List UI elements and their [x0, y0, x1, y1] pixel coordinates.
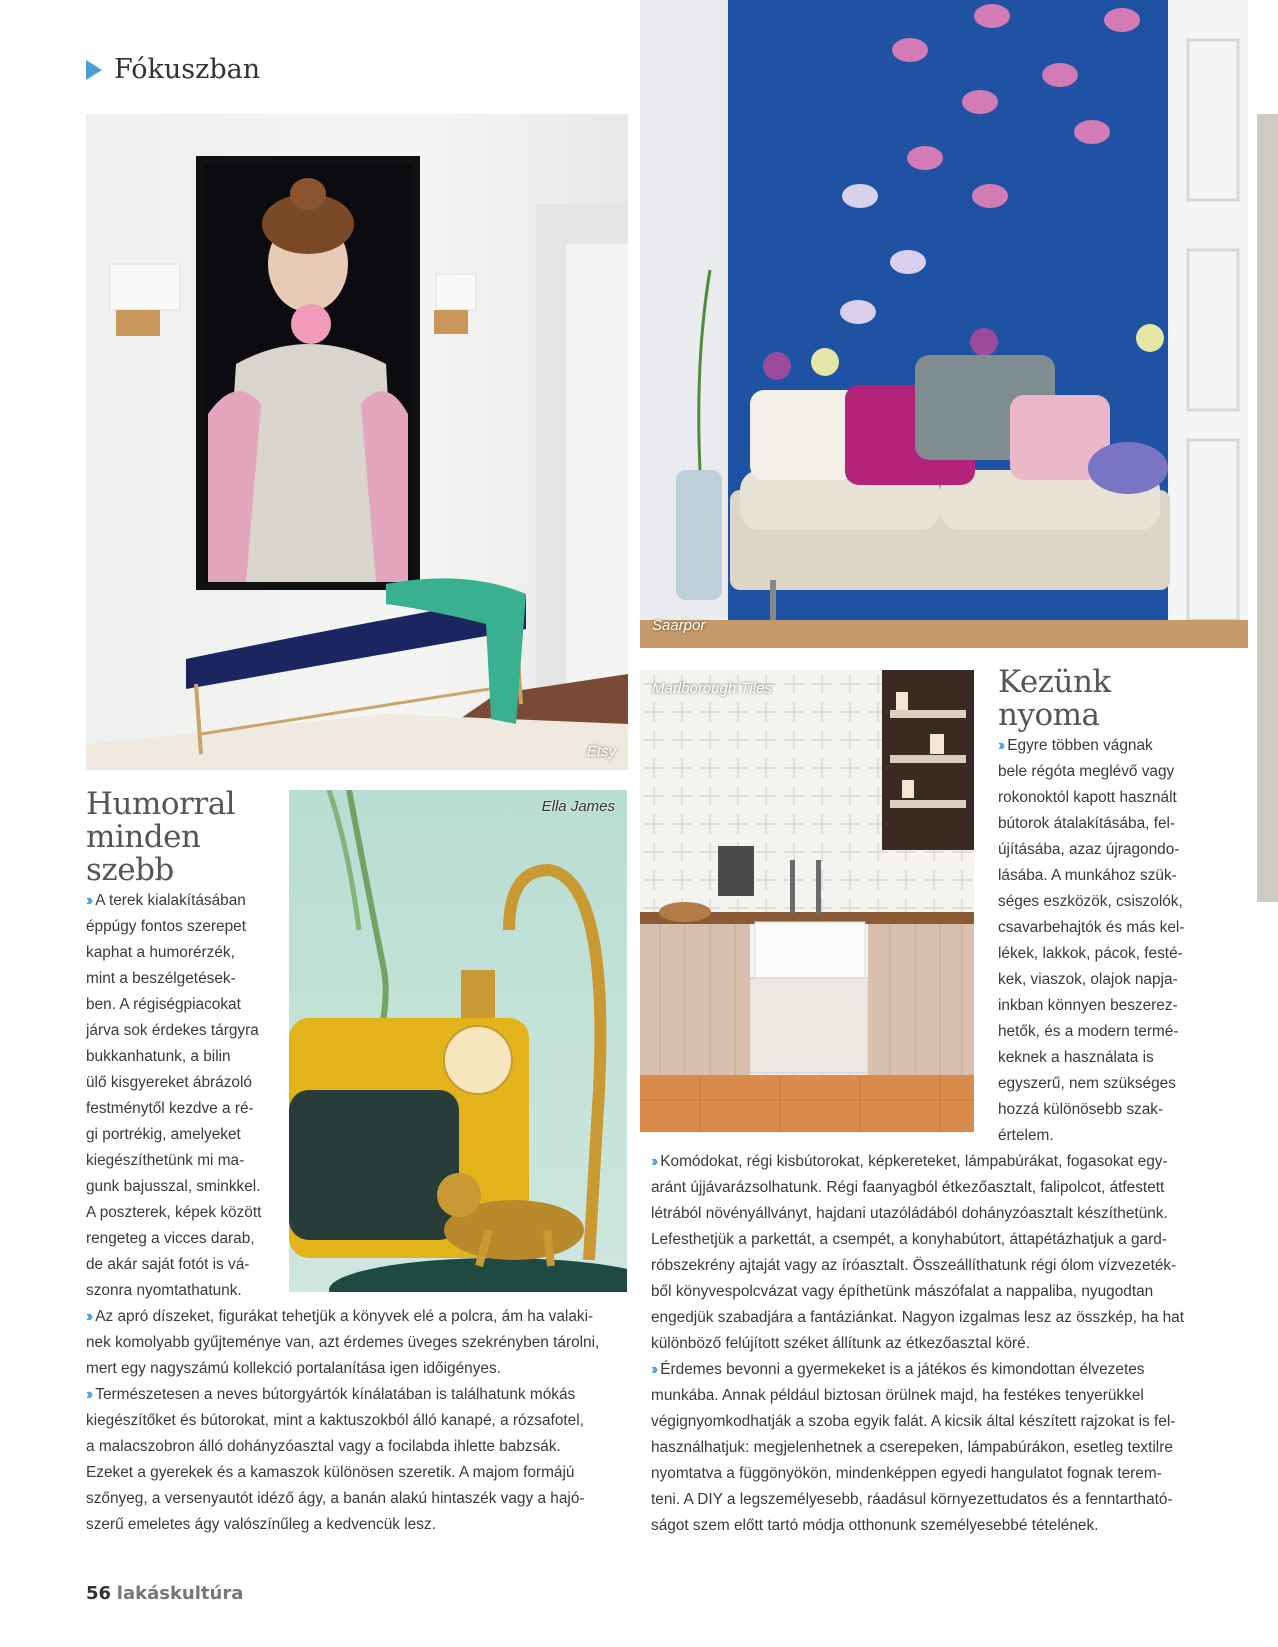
page-footer — [86, 1583, 243, 1604]
page-number: 56 — [86, 1583, 112, 1604]
left-article-body: ›› Az apró díszeket, figurákat tehetjük a könyvek elé a polcra, ám ha valaki- nek komolyabb gyűjteménye van, azt érdemes üveges szekrényben tárolni, mert egy nagyszámú kollekció portalanítása igen időigényes. ›› Természetesen a neves bútorgyártók kínálatában is találhatunk mókás kiegészítőket és bútorokat, mint a kaktuszokból álló kanapé, a rózsafotel, a malacszobron álló dohányzóasztal vagy a focilabda ihlette babzsák. Ezeket a gyerekek és a kamaszok különösen szeretik. A majom formájú szőnyeg, a versenyautót idéző ágy, a banán alakú hintaszék vagy a hajó- szerű emeletes ágy valószínűleg a kedvencük lesz. — [86, 1308, 600, 1533]
right-article-intro: ›› Egyre többen vágnak bele régóta meglévő vagy rokonoktól kapott használt bútorok átalakításába, fel- újításába, azaz újragondo- lásába. A munkához szük- séges eszközök, csiszolók, csavarbehajtók és más kel- lékek, lakkok, pácok, festé- kek, viaszok, olajok napja- inkban könnyen beszerez- hetők, és a modern termé- keknek a használata is egyszerű, nem szükséges hozzá különösebb szak- értelem. — [998, 737, 1185, 1144]
chevron-right-icon: ›› — [86, 1386, 91, 1403]
left-article-heading — [86, 788, 235, 887]
chevron-right-icon: ›› — [651, 1153, 656, 1170]
kitchen-illustration — [640, 670, 974, 1132]
photo-credit: Saarpor — [652, 617, 706, 634]
triangle-marker-icon — [86, 60, 102, 80]
chevron-right-icon: ›› — [998, 737, 1003, 754]
photo-credit: Etsy — [586, 743, 616, 760]
adjacent-page-photo — [1257, 114, 1278, 902]
heading-line: minden — [86, 819, 201, 855]
photo-credit: Ella James — [541, 798, 615, 815]
monkey-lamp-illustration — [289, 790, 627, 1292]
hallway-illustration — [86, 114, 628, 770]
kitchen-photo — [640, 670, 974, 1132]
photo-credit: Marlborough Tiles — [652, 680, 772, 697]
hallway-photo — [86, 114, 628, 770]
heading-line: nyoma — [998, 697, 1100, 733]
section-header — [86, 54, 260, 85]
butterfly-wall-illustration — [640, 0, 1248, 648]
section-title: Fókuszban — [114, 54, 261, 85]
monkey-lamp-photo — [289, 790, 627, 1292]
right-article-heading — [998, 666, 1111, 732]
right-article-body: ›› Komódokat, régi kisbútorokat, képkereteket, lámpabúrákat, fogasokat egy- aránt újjávarázsolhatunk. Régi faanyagból étkezőasztalt, falipolcot, átfestett létrából növényállványt, hajdani utazóládából dohányzóasztalt készíthetünk. Lefesthetjük a parkettát, a csempét, a konyhabútort, áttapétázhatjuk a gard- róbszekrény ajtaját vagy az íróasztalt. Összeállíthatunk régi ólom vízvezeték- ből könyvespolcvázat vagy építhetünk mászófalat a nappaliba, nyugodtan engedjük szabadjára a fantáziánkat. Nagyon izgalmas lesz az összkép, ha hat különböző felújított széket állítunk az étkezőasztal köré. ›› Érdemes bevonni a gyermekeket is a játékos és kimondottan élvezetes munkába. Annak például biztosan örülnek majd, ha festékes tenyerükkel végignyomkodhatják a szoba egyik falát. A kicsik által készített rajzokat is fel- használhatjuk: megjelenhetnek a cserepeken, lámpabúrákon, esetleg textilre nyomtatva a függönyökön, mindenképpen egyedi hangulatot fognak terem- teni. A DIY a legszemélyesebb, ráadásul környezettudatos és a fenntartható- ságot szem előtt tartó módja otthonunk személyesebbé tételének. — [651, 1153, 1185, 1534]
chevron-right-icon: ›› — [86, 1308, 91, 1325]
heading-line: Kezünk — [998, 664, 1111, 700]
magazine-name: lakáskultúra — [116, 1583, 244, 1604]
heading-line: szebb — [86, 852, 174, 888]
blue-wall-photo — [640, 0, 1248, 648]
chevron-right-icon: ›› — [86, 892, 91, 909]
chevron-right-icon: ›› — [651, 1361, 656, 1378]
left-article-intro: ›› A terek kialakításában éppúgy fontos szerepet kaphat a humorérzék, mint a beszélgetések- ben. A régiségpiacokat járva sok érdekes tárgyra bukkanhatunk, a bilin ülő kisgyereket ábrázoló festménytől kezdve a ré- gi portrékig, amelyeket kiegészíthetünk mi ma- gunk bajusszal, sminkkel. A poszterek, képek között rengeteg a vicces darab, de akár saját fotót is vá- szonra nyomtathatunk. — [86, 892, 262, 1299]
heading-line: Humorral — [86, 786, 236, 822]
